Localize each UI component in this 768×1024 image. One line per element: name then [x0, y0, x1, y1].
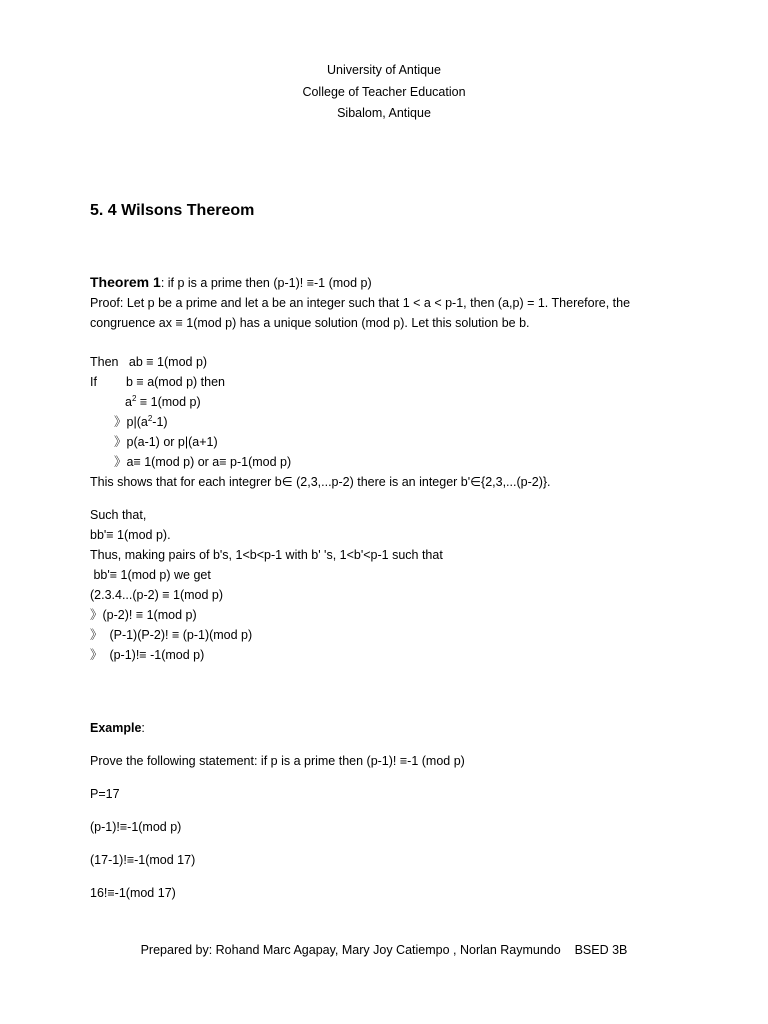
if-label: If	[90, 375, 97, 389]
imp1-exponent: 2	[147, 413, 153, 423]
pairs-line-7: 》 (P-1)(P-2)! ≡ (p-1)(mod p)	[90, 628, 253, 642]
example-step-4: 16!≡-1(mod 17)	[90, 886, 176, 900]
example-colon: :	[141, 721, 145, 735]
example-step-2: (p-1)!≡-1(mod p)	[90, 820, 182, 834]
implication-3: 》a≡ 1(mod p) or a≡ p-1(mod p)	[114, 455, 292, 469]
prepared-by-footer: Prepared by: Rohand Marc Agapay, Mary Joy Catiempo , Norlan Raymundo BSED 3B	[140, 943, 628, 957]
spacer	[90, 492, 650, 505]
imp1-pre: 》p|(a	[114, 415, 148, 429]
proof-line-2: congruence ax ≡ 1(mod p) has a unique solution (mod p). Let this solution be b.	[90, 316, 530, 330]
example-heading	[90, 718, 650, 738]
institution-header	[0, 60, 768, 125]
pairs-line-4: bb'≡ 1(mod p) we get	[90, 568, 211, 582]
derivation-a-squared	[90, 392, 650, 412]
derivation-if	[90, 372, 650, 392]
pairs-line-1: Such that,	[90, 508, 147, 522]
implication-1	[90, 412, 650, 432]
implication-2: 》p(a-1) or p|(a+1)	[114, 435, 218, 449]
a-sq-rest: ≡ 1(mod p)	[136, 395, 201, 409]
example-step-3: (17-1)!≡-1(mod 17)	[90, 853, 196, 867]
university-name: University of Antique	[327, 63, 441, 77]
if-rest: b ≡ a(mod p) then	[126, 375, 226, 389]
example-section	[90, 718, 650, 916]
theorem-statement	[90, 272, 650, 293]
spacer	[90, 333, 650, 352]
example-prompt: Prove the following statement: if p is a prime then (p-1)! ≡-1 (mod p)	[90, 754, 465, 768]
derivation-then: Then ab ≡ 1(mod p)	[90, 355, 208, 369]
theorem-body	[90, 272, 650, 665]
pairs-line-6: 》(p-2)! ≡ 1(mod p)	[90, 608, 197, 622]
section-title: 5. 4 Wilsons Thereom	[90, 202, 255, 219]
pairs-line-8: 》 (p-1)!≡ -1(mod p)	[90, 648, 205, 662]
shows-statement: This shows that for each integrer b∈ (2,3,...p-2) there is an integer b'∈{2,3,...(p-2)}.	[90, 475, 551, 489]
campus-location: Sibalom, Antique	[337, 106, 431, 120]
a-base: a	[125, 395, 132, 409]
pairs-line-5: (2.3.4...(p-2) ≡ 1(mod p)	[90, 588, 224, 602]
pairs-line-3: Thus, making pairs of b's, 1<b<p-1 with b' 's, 1<b'<p-1 such that	[90, 548, 443, 562]
theorem-label: Theorem 1	[90, 274, 161, 290]
a-exponent: 2	[131, 393, 137, 403]
theorem-text: : if p is a prime then (p-1)! ≡-1 (mod p)	[160, 276, 372, 290]
college-name: College of Teacher Education	[302, 84, 466, 99]
example-label: Example	[90, 721, 142, 735]
proof-line-1: Proof: Let p be a prime and let a be an integer such that 1 < a < p-1, then (a,p) = 1. Therefore, the	[90, 296, 631, 310]
imp1-post: -1)	[152, 415, 168, 429]
pairs-line-2: bb'≡ 1(mod p).	[90, 528, 171, 542]
example-step-1: P=17	[90, 787, 120, 801]
